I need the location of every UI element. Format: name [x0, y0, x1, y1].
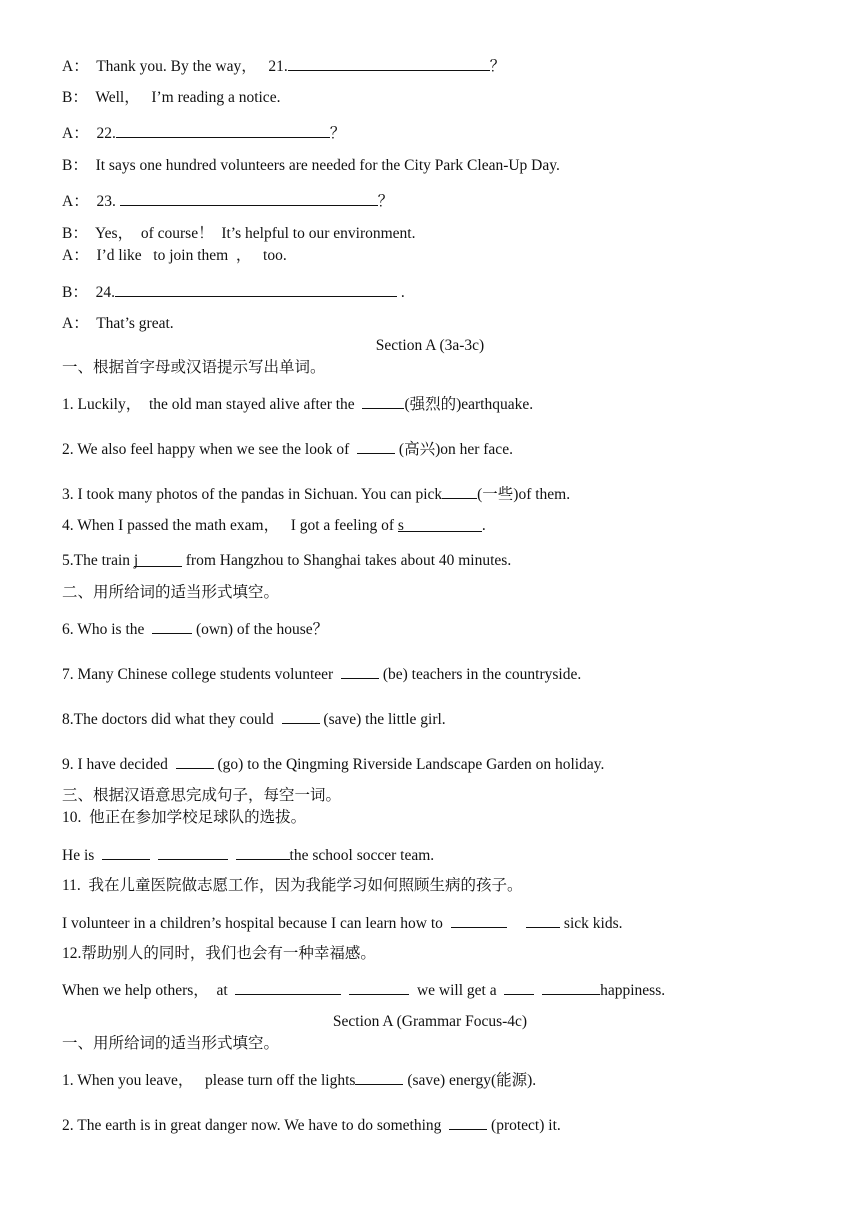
- answer-blank[interactable]: [158, 845, 228, 860]
- answer-blank[interactable]: [236, 845, 290, 860]
- answer-blank[interactable]: [451, 913, 507, 928]
- answer-blank[interactable]: [442, 484, 477, 499]
- section-title: Section A (3a-3c): [375, 337, 485, 354]
- question-6: 6. Who is the (own) of the house？: [62, 621, 329, 638]
- answer-blank[interactable]: [349, 980, 409, 995]
- question-1: 1. When you leave， please turn off the lights (save) energy(能源).: [62, 1072, 537, 1089]
- question-10-english: He is the school soccer team.: [62, 847, 435, 864]
- answer-blank[interactable]: [115, 282, 397, 297]
- part-heading: 二、用所给词的适当形式填空。: [62, 584, 280, 601]
- question-7: 7. Many Chinese college students volunteer (be) teachers in the countryside.: [62, 666, 582, 683]
- speaker: B：: [62, 89, 88, 106]
- speaker: A：: [62, 315, 89, 332]
- answer-blank[interactable]: [152, 619, 192, 634]
- question-8: 8.The doctors did what they could (save) the little girl.: [62, 711, 446, 728]
- answer-blank[interactable]: [357, 439, 395, 454]
- question-3: 3. I took many photos of the pandas in Sichuan. You can pick (一些)of them.: [62, 486, 571, 503]
- question-4: 4. When I passed the math exam， I got a feeling of s .: [62, 517, 486, 534]
- section-title: Section A (Grammar Focus-4c): [332, 1013, 528, 1030]
- question-9: 9. I have decided (go) to the Qingming Riverside Landscape Garden on holiday.: [62, 756, 605, 773]
- answer-blank[interactable]: j: [134, 552, 182, 567]
- dialogue-line-21: A： Thank you. By the way， 21. ？: [62, 58, 506, 75]
- question-5: 5.The train j from Hangzhou to Shanghai takes about 40 minutes.: [62, 552, 512, 569]
- question-2: 2. The earth is in great danger now. We have to do something (protect) it.: [62, 1117, 561, 1134]
- speaker: A：: [62, 193, 89, 210]
- speaker: A：: [62, 58, 89, 75]
- speaker: B：: [62, 157, 88, 174]
- question-2: 2. We also feel happy when we see the look of (高兴)on her face.: [62, 441, 513, 458]
- dialogue-line: B： Well， I’m reading a notice.: [62, 89, 281, 106]
- answer-blank[interactable]: [542, 980, 600, 995]
- answer-blank[interactable]: [176, 754, 214, 769]
- answer-blank[interactable]: [355, 1070, 403, 1085]
- part-heading: 一、用所给词的适当形式填空。: [62, 1035, 280, 1052]
- answer-blank[interactable]: [362, 394, 404, 409]
- answer-blank[interactable]: [504, 980, 534, 995]
- answer-blank[interactable]: [235, 980, 341, 995]
- dialogue-line-24: B： 24. .: [62, 284, 405, 301]
- dialogue-line-22: A： 22. ？: [62, 125, 346, 142]
- question-10-chinese: 10. 他正在参加学校足球队的选拔。: [62, 809, 307, 826]
- part-heading: 一、根据首字母或汉语提示写出单词。: [62, 359, 326, 376]
- question-1: 1. Luckily， the old man stayed alive after the (强烈的)earthquake.: [62, 396, 534, 413]
- answer-blank[interactable]: [341, 664, 379, 679]
- dialogue-line: B： It says one hundred volunteers are needed for the City Park Clean-Up Day.: [62, 157, 560, 174]
- dialogue-line: A： I’d like to join them ， too.: [62, 247, 287, 264]
- speaker: B：: [62, 225, 88, 242]
- answer-blank[interactable]: [449, 1115, 487, 1130]
- answer-blank[interactable]: [120, 191, 378, 206]
- question-11-chinese: 11. 我在儿童医院做志愿工作，因为我能学习如何照顾生病的孩子。: [62, 877, 523, 894]
- question-12-chinese: 12.帮助别人的同时，我们也会有一种幸福感。: [62, 945, 376, 962]
- answer-blank[interactable]: [288, 56, 490, 71]
- speaker: B：: [62, 284, 88, 301]
- answer-blank[interactable]: [282, 709, 320, 724]
- speaker: A：: [62, 247, 89, 264]
- answer-blank[interactable]: s: [398, 517, 482, 532]
- speaker: A：: [62, 125, 89, 142]
- answer-blank[interactable]: [116, 123, 330, 138]
- dialogue-line: A： That’s great.: [62, 315, 174, 332]
- question-12-english: When we help others， at we will get a happiness.: [62, 982, 666, 999]
- question-11-english: I volunteer in a children’s hospital because I can learn how to sick kids.: [62, 915, 623, 932]
- answer-blank[interactable]: [526, 913, 560, 928]
- answer-blank[interactable]: [102, 845, 150, 860]
- part-heading: 三、根据汉语意思完成句子，每空一词。: [62, 787, 342, 804]
- dialogue-line: B： Yes， of course！ It’s helpful to our environment.: [62, 225, 416, 242]
- dialogue-line-23: A： 23. ？: [62, 193, 394, 210]
